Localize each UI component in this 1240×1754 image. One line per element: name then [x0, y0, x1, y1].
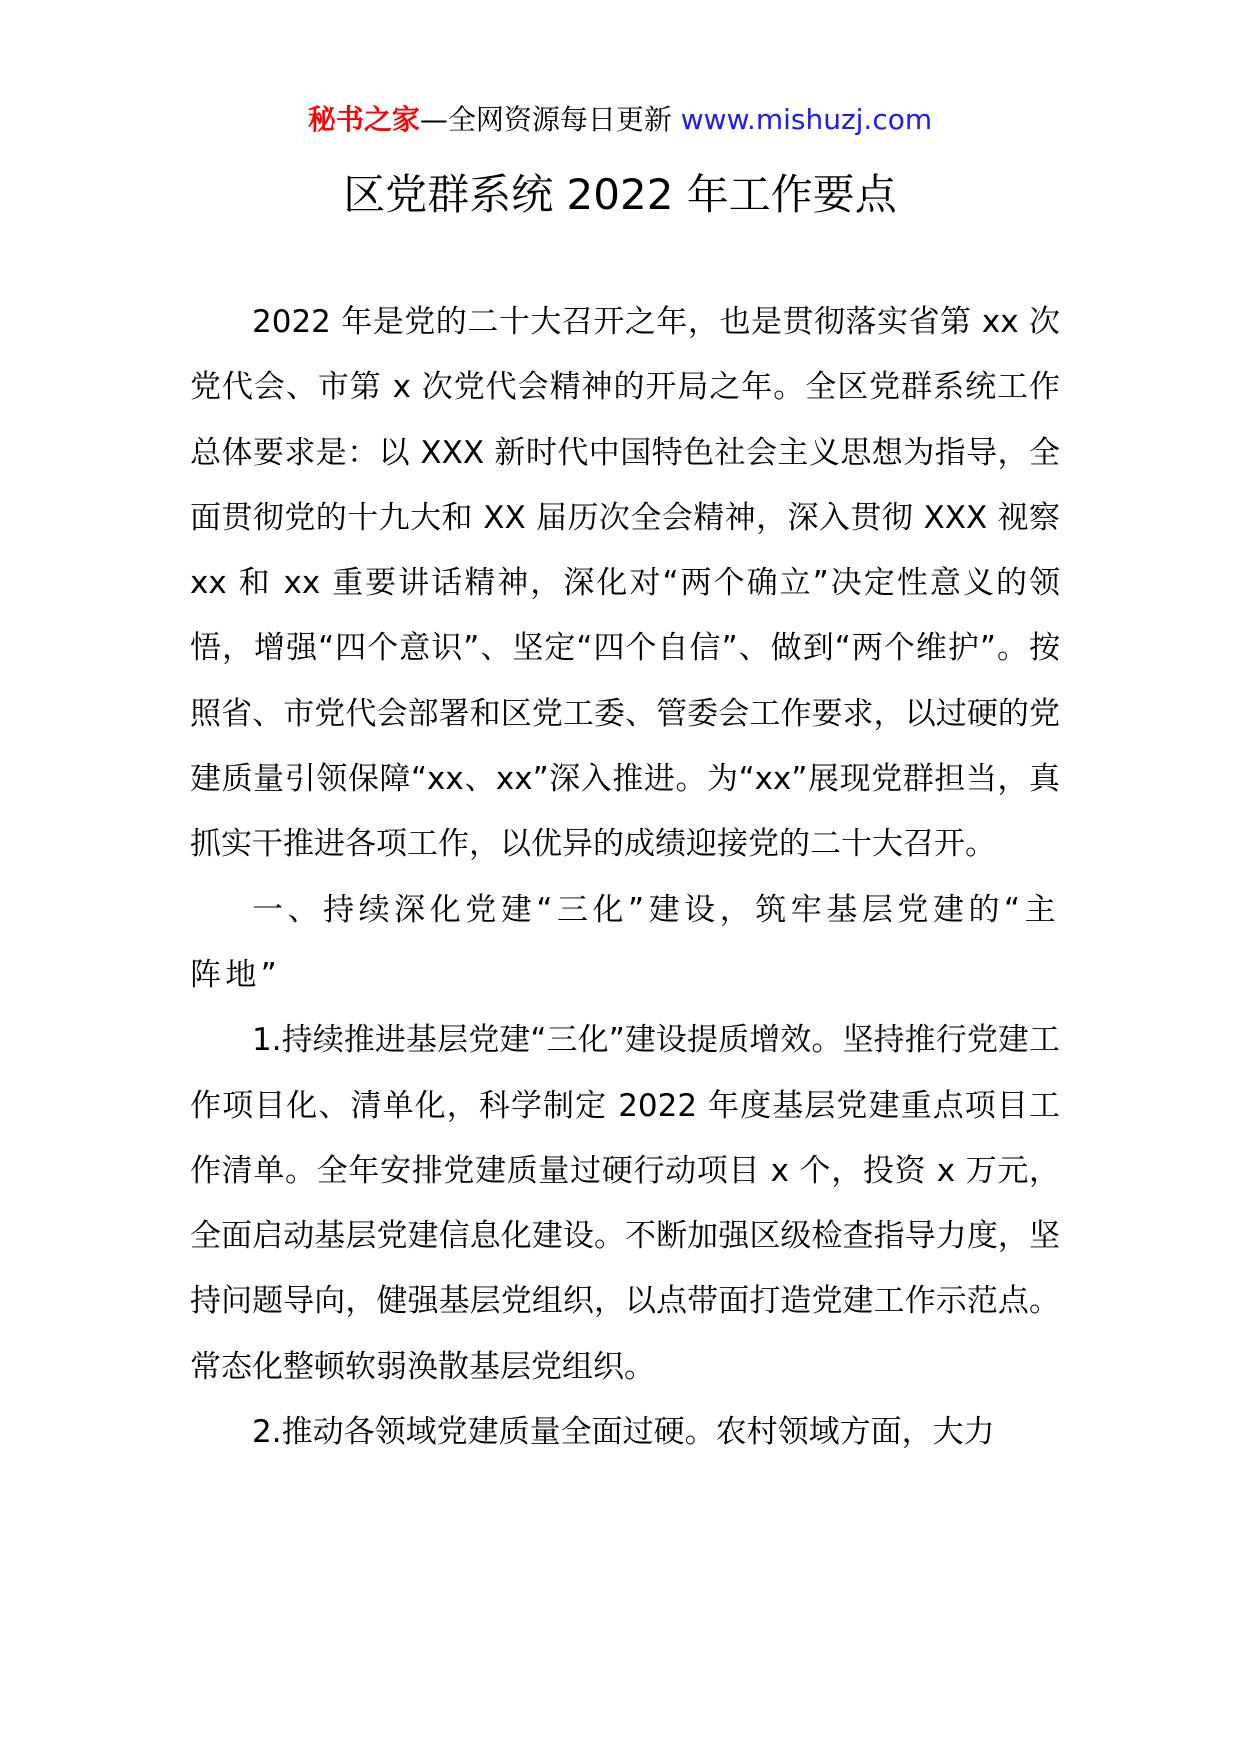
document-body — [190, 290, 1060, 1465]
item-paragraph-2: 2.推动各领域党建质量全面过硬。农村领域方面，大力 — [252, 1414, 995, 1451]
item-paragraph-1: 1.持续推进基层党建“三化”建设提质增效。坚持推行党建工作项目化、清单化，科学制定 2022 年度基层党建重点项目工作清单。全年安排党建质量过硬行动项目 x 个，投资 x 万元，全面启动基层党建信息化建设。不断加强区级检查指导力度，坚持问题导向，健强基层党组织，以点带面打造党建工作示范点。常态化整顿软弱涣散基层党组织。 — [190, 1022, 1060, 1385]
document-title: 区党群系统 2022 年工作要点 — [343, 170, 897, 219]
website-url[interactable]: www.mishuzj.com — [680, 103, 933, 136]
banner-tagline: —全网资源每日更新 — [419, 103, 681, 136]
site-banner — [0, 100, 1240, 140]
intro-paragraph: 2022 年是党的二十大召开之年，也是贯彻落实省第 xx 次党代会、市第 x 次党代会精神的开局之年。全区党群系统工作总体要求是：以 XXX 新时代中国特色社会主义思想为指导，全面贯彻党的十九大和 XX 届历次全会精神，深入贯彻 XXX 视察 xx 和 xx 重要讲话精神，深化对“两个确立”决定性意义的领悟，增强“四个意识”、坚定“四个自信”、做到“两个维护”。按照省、市党代会部署和区党工委、管委会工作要求，以过硬的党建质量引领保障“xx、xx”深入推进。为“xx”展现党群担当，真抓实干推进各项工作，以优异的成绩迎接党的二十大召开。 — [190, 304, 1060, 863]
brand-name: 秘书之家 — [307, 103, 420, 136]
section-heading-1: 一、持续深化党建“三化”建设，筑牢基层党建的“主阵地” — [190, 891, 1060, 993]
